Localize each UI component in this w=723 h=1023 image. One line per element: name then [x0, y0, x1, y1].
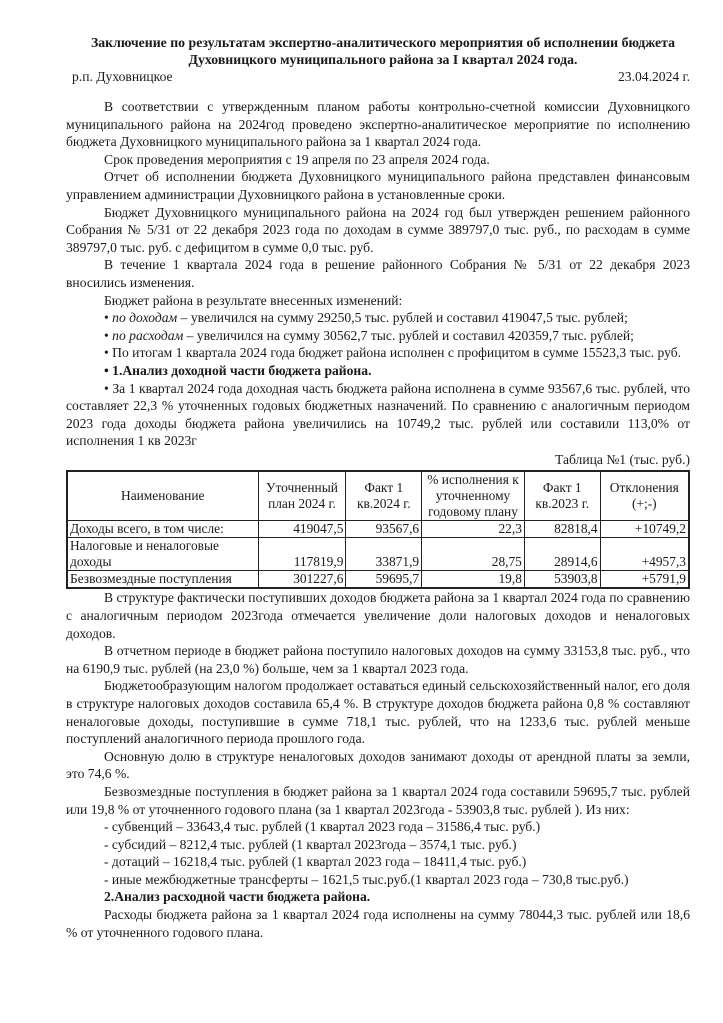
bullet-icon: • [104, 362, 109, 378]
section-1-paragraph-2: В структуре фактически поступивших доходов бюджета района за 1 квартал 2024 года по сравнению с аналогичным периодом 2023года отмечается увеличение доли налоговых доходов и неналоговых доходов. [66, 590, 690, 641]
intro-paragraph-4: Бюджет Духовницкого муниципального района на 2024 год был утвержден решением районного Собрания № 5/31 от 22 декабря 2023 года по доходам в сумме 389797,0 тыс. руб., по расходам в сумме 389797,0 тыс. руб. с дефицитом в сумме 0,0 тыс. руб. [66, 204, 690, 255]
title-line-1: Заключение по результатам экспертно-аналитического мероприятия об исполнении бюджета [90, 35, 676, 50]
title-line-2: Духовницкого муниципального района за I квартал 2024 года. [188, 52, 578, 67]
cell-fact-2023: 28914,6 [524, 538, 600, 571]
header-percent: % исполнения к уточненному годовому плану [422, 471, 525, 521]
section-1-paragraph-5: Основную долю в структуре неналоговых доходов занимают доходы от арендной платы за земли, это 74,6 %. [66, 748, 690, 782]
section-2-paragraph-1: Расходы бюджета района за 1 квартал 2024 года исполнены на сумму 78044,3 тыс. рублей или 18,6 % от уточненного годового плана. [66, 907, 690, 940]
section-2-heading: 2.Анализ расходной части бюджета района. [104, 889, 371, 905]
bullet-result-text: По итогам 1 квартала 2024 года бюджет района исполнен с профицитом в сумме 15523,3 тыс. руб. [112, 345, 682, 361]
cell-percent: 22,3 [422, 521, 525, 538]
bullet-icon: • [104, 345, 109, 361]
intro-paragraph-5: В течение 1 квартала 2024 года в решение районного Собрания № 5/31 от 22 декабря 2023 вносились изменения. [66, 257, 690, 290]
cell-fact-2024: 59695,7 [346, 571, 422, 589]
list-item: - субвенций – 33643,4 тыс. рублей (1 квартал 2023 года – 31586,4 тыс. руб.) [104, 819, 541, 835]
section-1-paragraph-6: Безвозмездные поступления в бюджет района за 1 квартал 2024 года составили 59695,7 тыс. рублей или 19,8 % от уточненного годового плана (за 1 квартал 2023года - 53903,8 тыс. рублей ). Из них: [66, 783, 690, 817]
place-date-row [66, 68, 690, 85]
cell-percent: 28,75 [422, 538, 525, 571]
header-plan-2024: Уточненный план 2024 г. [258, 471, 346, 521]
list-item: - субсидий – 8212,4 тыс. рублей (1 квартал 2023года – 3574,1 тыс. руб.) [104, 836, 517, 852]
place: р.п. Духовницкое [72, 69, 173, 84]
bullet-income-text: – увеличился на сумму 29250,5 тыс. рублей и составил 419047,5 тыс. рублей; [177, 310, 628, 326]
cell-name: Доходы всего, в том числе: [67, 521, 258, 538]
cell-fact-2023: 53903,8 [524, 571, 600, 589]
document-title [76, 34, 690, 68]
cell-name: Безвозмездные поступления [67, 571, 258, 589]
list-item: - иные межбюджетные трансферты – 1621,5 тыс.руб.(1 квартал 2023 года – 730,8 тыс.руб.) [104, 871, 629, 887]
section-1-heading [66, 362, 690, 380]
intro-paragraph-2: Срок проведения мероприятия с 19 апреля по 23 апреля 2024 года. [104, 151, 490, 167]
section-1-paragraph-1-text: За 1 квартал 2024 года доходная часть бюджета района исполнена в сумме 93567,6 тыс. рублей, что составляет 22,3 % уточненных годовых бюджетных назначений. По сравнению с аналогичным периодом 2023 года доходы бюджета района увеличились на 10749,2 тыс. рублей или составили 113,0% от исполнения 1 кв 2023г [66, 380, 690, 449]
table-row [67, 538, 689, 571]
bullet-income [66, 309, 690, 327]
bullet-icon: • [104, 327, 109, 343]
cell-deviation: +4957,3 [600, 538, 689, 571]
section-1-paragraph-3: В отчетном периоде в бюджет района поступило налоговых доходов на сумму 33153,8 тыс. руб., что на 6190,9 тыс. рублей (на 23,0 %) больше, чем за 1 квартал 2023 года. [66, 643, 690, 676]
document-date: 23.04.2024 г. [617, 69, 690, 84]
intro-paragraph-1: В соответствии с утвержденным планом работы контрольно-счетной комиссии Духовницкого муниципального района на 2024год проведено экспертно-аналитическое мероприятие по исполнению бюджета Духовницкого муниципального района за 1 квартал 2024 года. [66, 99, 690, 150]
cell-plan-2024: 419047,5 [258, 521, 346, 538]
income-table [66, 470, 690, 590]
list-item: - дотаций – 16218,4 тыс. рублей (1 квартал 2023 года – 18411,4 тыс. руб.) [104, 854, 527, 870]
cell-deviation: +5791,9 [600, 571, 689, 589]
header-name: Наименование [67, 471, 258, 521]
bullet-income-label: по доходам [112, 310, 178, 326]
document-page [66, 34, 690, 941]
cell-name: Налоговые и неналоговые доходы [67, 538, 258, 571]
cell-deviation: +10749,2 [600, 521, 689, 538]
table-row [67, 521, 689, 538]
cell-fact-2023: 82818,4 [524, 521, 600, 538]
cell-plan-2024: 117819,9 [258, 538, 346, 571]
table-caption: Таблица №1 (тыс. руб.) [554, 451, 690, 467]
header-deviation: Отклонения (+;-) [600, 471, 689, 521]
cell-plan-2024: 301227,6 [258, 571, 346, 589]
section-1-heading-text: 1.Анализ доходной части бюджета района. [112, 362, 372, 378]
section-1-paragraph-4: Бюджетообразующим налогом продолжает оставаться единый сельскохозяйственный налог, его доля в структуре налоговых доходов составила 65,4 %. В структуре доходов бюджета района 0,8 % составляют неналоговые доходы, поступившие в сумме 718,1 тыс. рублей, что на 1233,6 тыс. рублей меньше поступлений аналогичного периода прошлого года. [66, 678, 690, 747]
intro-paragraph-6: Бюджет района в результате внесенных изменений: [104, 292, 403, 308]
cell-percent: 19,8 [422, 571, 525, 589]
table-header-row [67, 471, 689, 521]
bullet-expense-label: по расходам [112, 327, 184, 343]
bullet-icon: • [104, 310, 109, 326]
bullet-icon: • [104, 380, 109, 396]
header-fact-2024: Факт 1 кв.2024 г. [346, 471, 422, 521]
intro-paragraph-3: Отчет об исполнении бюджета Духовницкого муниципального района представлен финансовым управлением администрации Духовницкого района в установленные сроки. [66, 169, 690, 202]
bullet-expense [66, 327, 690, 345]
bullet-expense-text: – увеличился на сумму 30562,7 тыс. рублей и составил 420359,7 тыс. рублей; [183, 327, 634, 343]
header-fact-2023: Факт 1 кв.2023 г. [524, 471, 600, 521]
cell-fact-2024: 93567,6 [346, 521, 422, 538]
transfers-list [66, 818, 690, 888]
cell-fact-2024: 33871,9 [346, 538, 422, 571]
bullet-result [66, 344, 690, 362]
table-row [67, 571, 689, 589]
section-1-paragraph-1 [66, 380, 690, 450]
